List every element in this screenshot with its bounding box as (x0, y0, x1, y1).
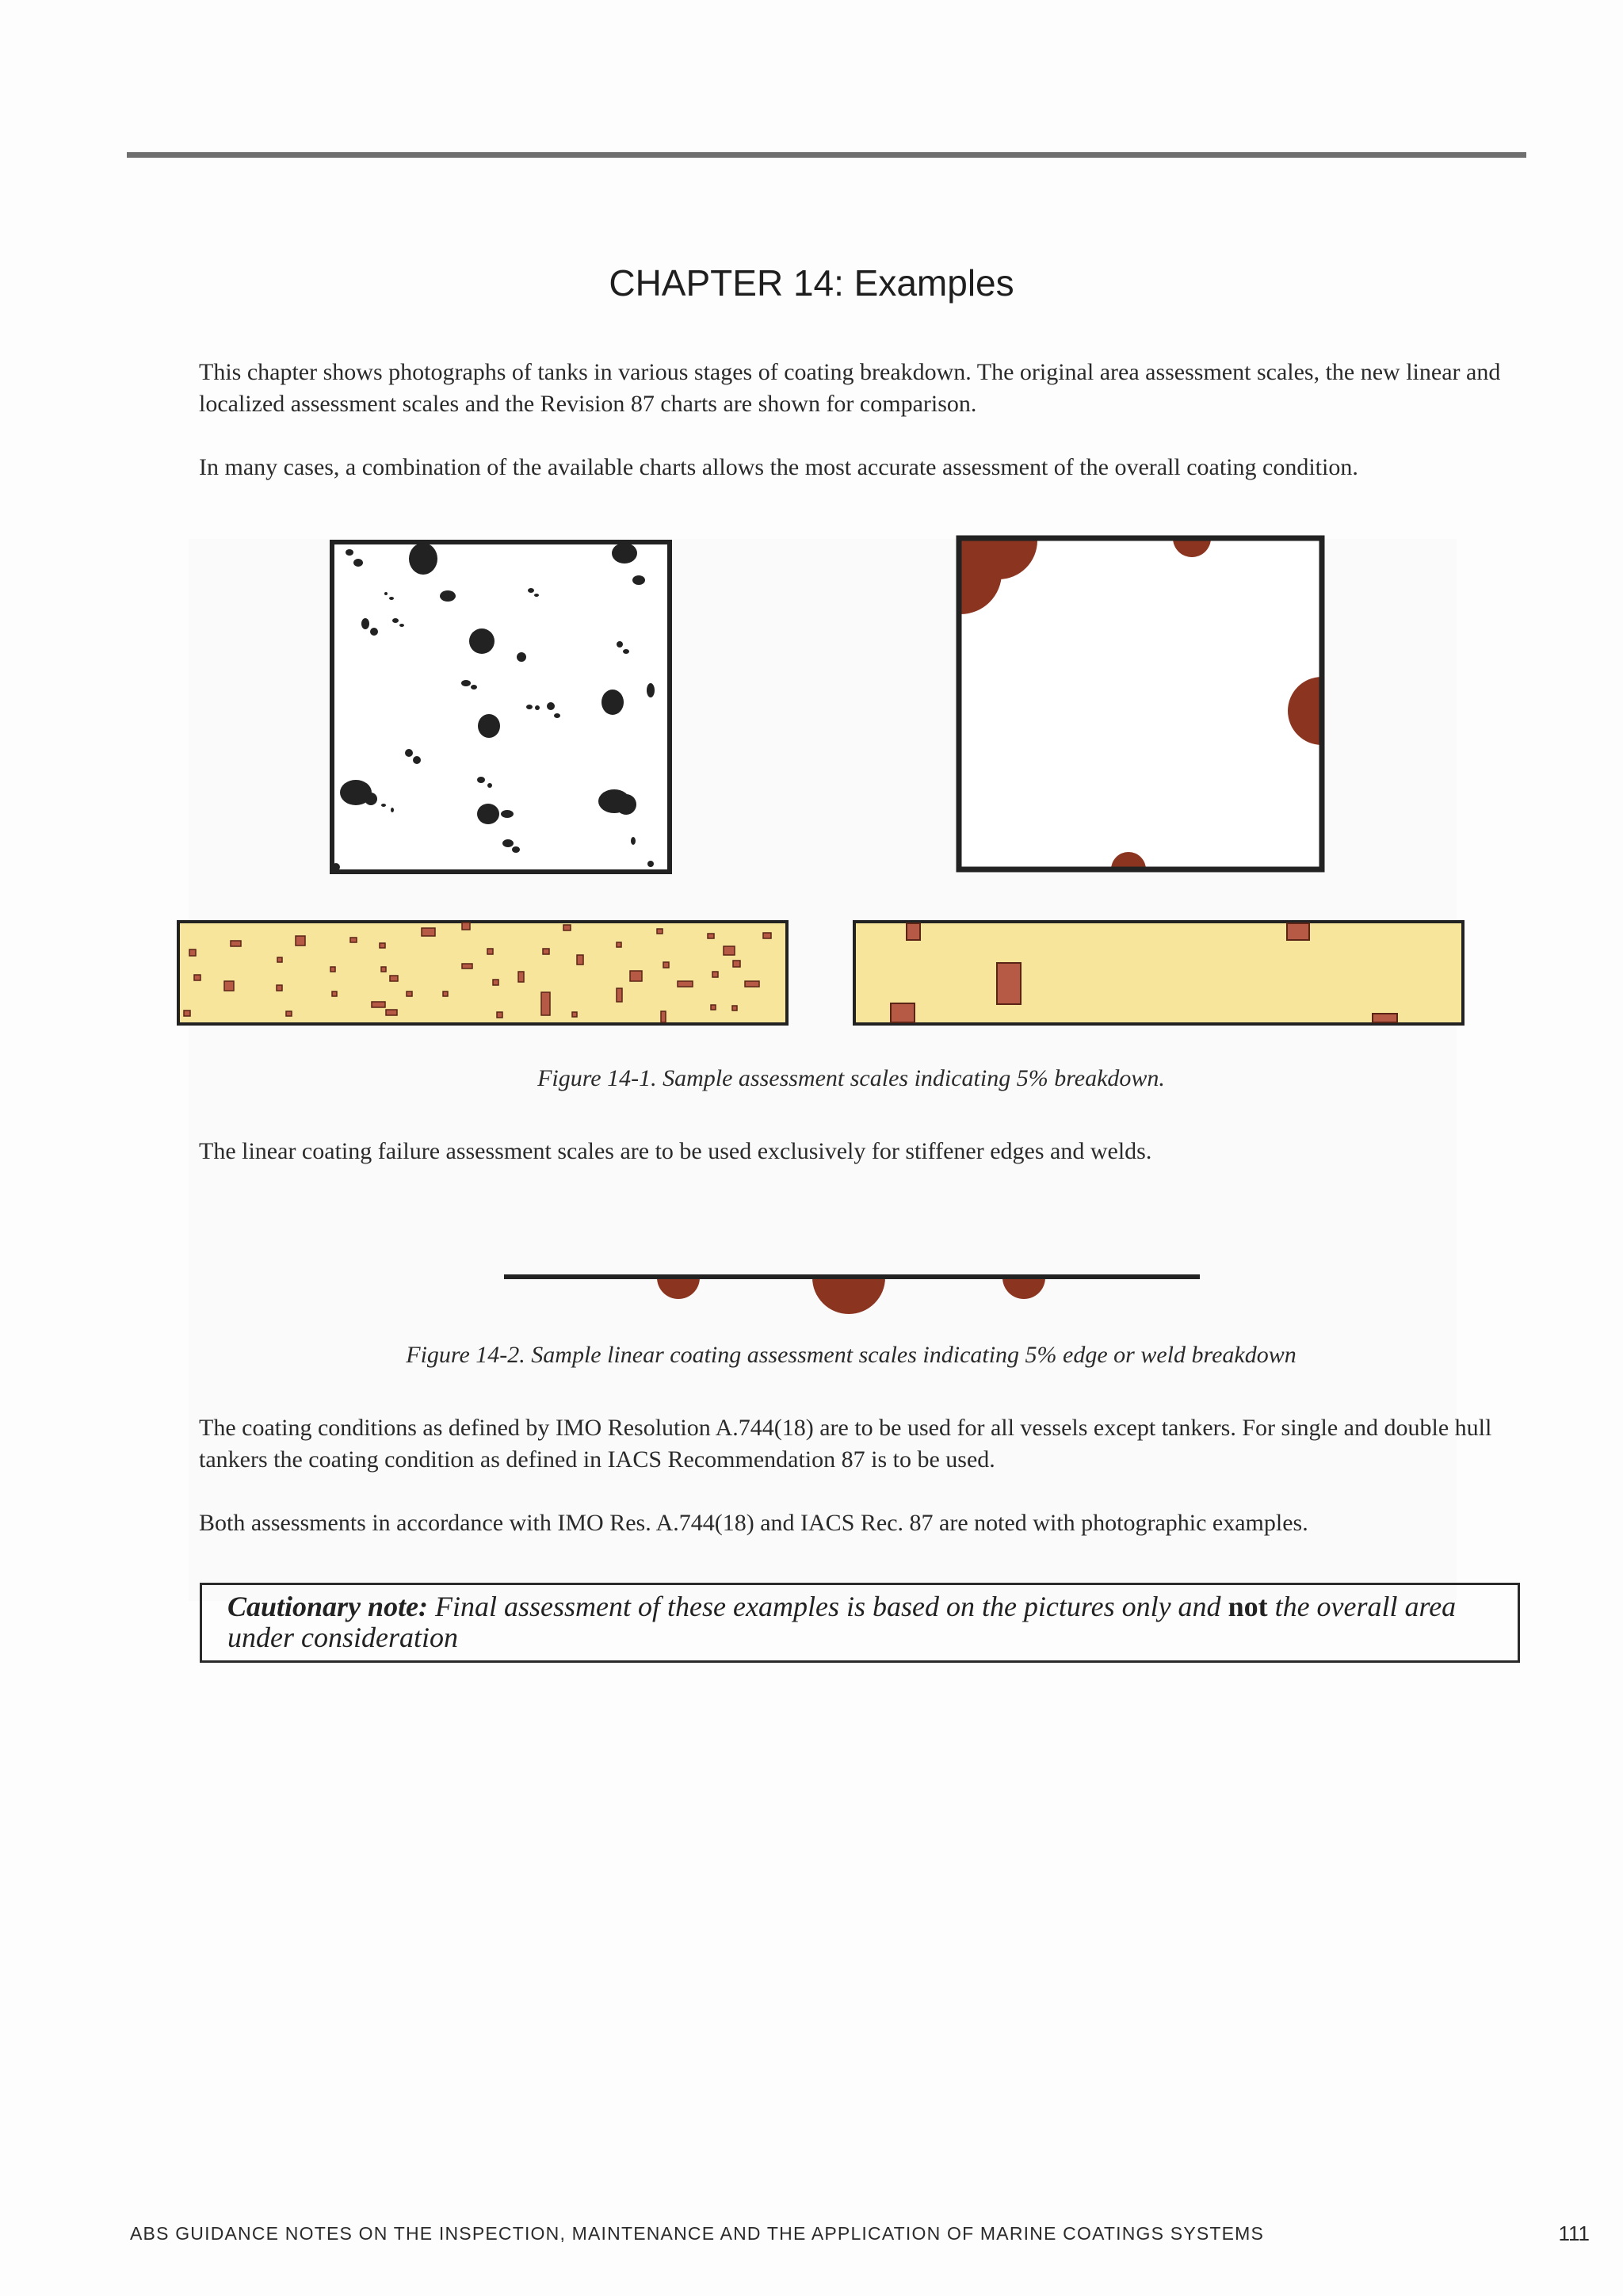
page-number: 111 (1558, 2222, 1590, 2245)
localized-linear-scale (854, 922, 1463, 1024)
chapter-title: CHAPTER 14: Examples (609, 262, 1014, 304)
area-scale-stain-square (332, 542, 670, 872)
cautionary-note-emphasis: not (1228, 1591, 1268, 1622)
running-footer: ABS GUIDANCE NOTES ON THE INSPECTION, MAINTENANCE AND THE APPLICATION OF MARINE COATINGS SYSTEMS (130, 2223, 1265, 2244)
cautionary-note-lead: Cautionary note: (227, 1591, 429, 1622)
linear-scale-small-defects (178, 922, 787, 1024)
intro-paragraph-1: This chapter shows photographs of tanks in various stages of coating breakdown. The original area assessment scales, the new linear and localized assessment scales and the Revision 87 charts are shown for comparison. (199, 359, 1501, 417)
cautionary-note-box (200, 1583, 1520, 1663)
intro-paragraph-2: In many cases, a combination of the available charts allows the most accurate assessment of the overall coating condition. (199, 454, 1358, 480)
imo-paragraph-2: Both assessments in accordance with IMO Res. A.744(18) and IACS Rec. 87 are noted with photographic examples. (199, 1510, 1308, 1536)
figure-14-1-caption: Figure 14-1. Sample assessment scales indicating 5% breakdown. (537, 1065, 1165, 1091)
cautionary-note-text-b: the overall area under consideration (227, 1591, 1457, 1653)
linear-scale-paragraph: The linear coating failure assessment scales are to be used exclusively for stiffener edges and welds. (199, 1138, 1152, 1164)
figure-14-2-caption: Figure 14-2. Sample linear coating assessment scales indicating 5% edge or weld breakdown (406, 1342, 1296, 1368)
cautionary-note-text-a: Final assessment of these examples is based on the pictures only and (428, 1591, 1228, 1622)
imo-paragraph-1: The coating conditions as defined by IMO Resolution A.744(18) are to be used for all vessels except tankers. For single and double hull tankers the coating condition as defined in IACS Recommendation 87 is to be used. (199, 1415, 1492, 1473)
localized-scale-rust-square (919, 502, 1356, 887)
